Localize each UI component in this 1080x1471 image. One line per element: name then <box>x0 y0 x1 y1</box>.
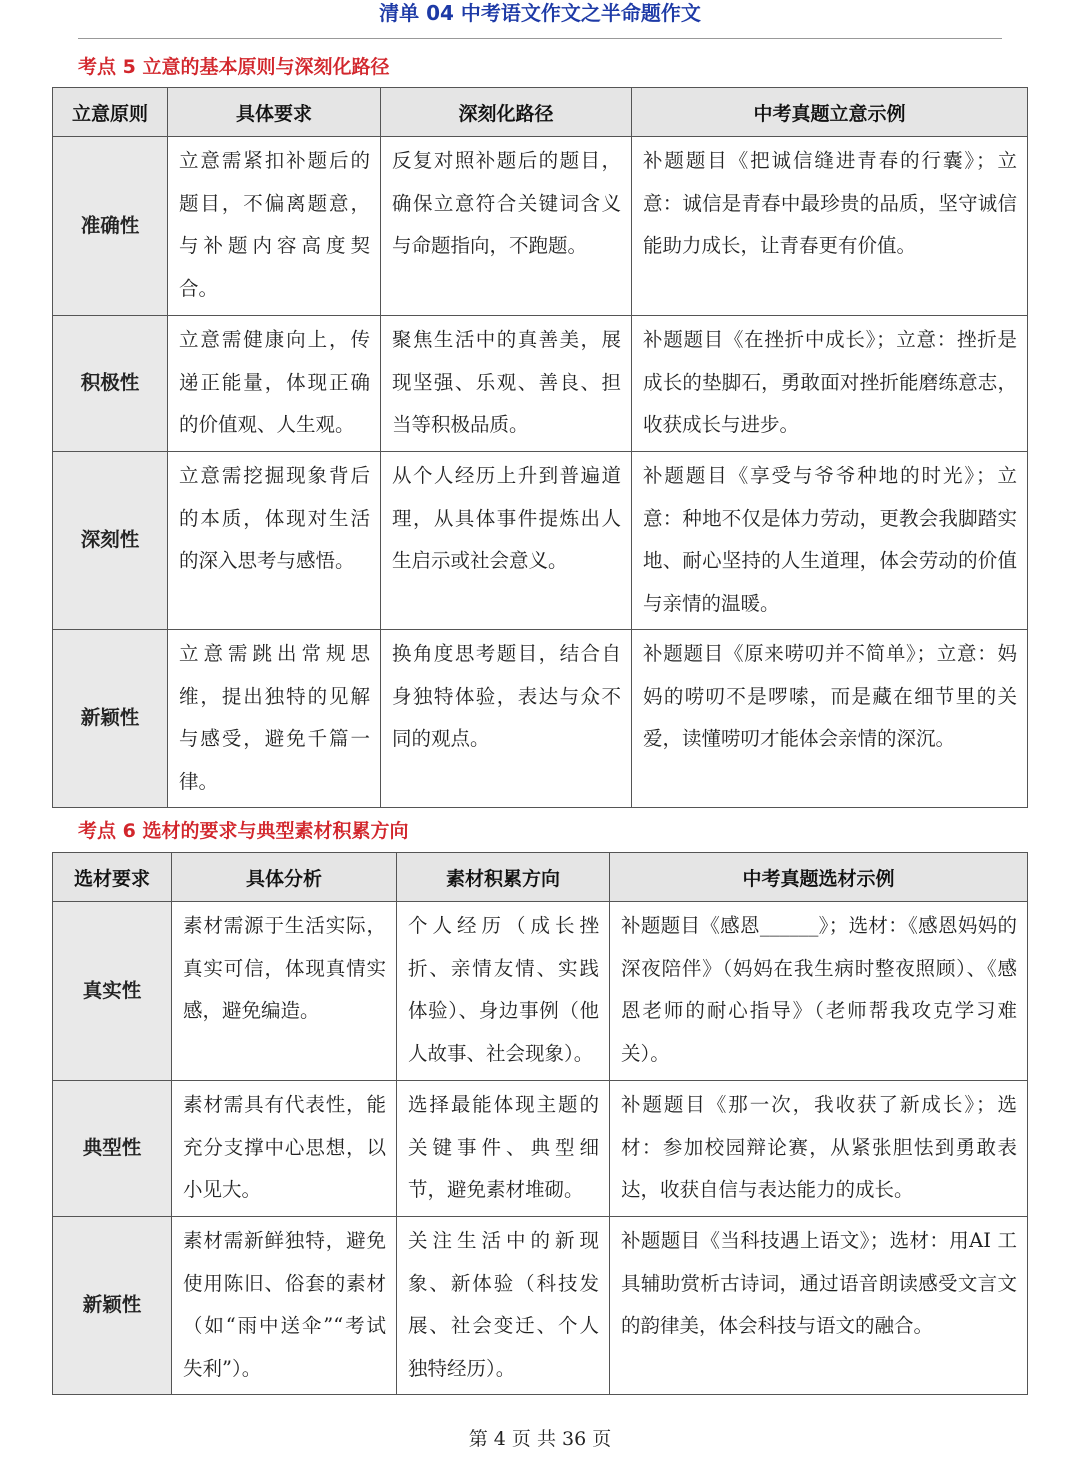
row-header: 准确性 <box>53 137 168 316</box>
example-cell: 补题题目《享受与爷爷种地的时光》；立意：种地不仅是体力劳动，更教会我脚踏实地、耐心坚持的人生道理，体会劳动的价值与亲情的温暖。 <box>632 452 1028 630</box>
direction-cell: 关注生活中的新现象、新体验（科技发展、社会变迁、个人独特经历）。 <box>397 1217 610 1395</box>
row-header: 真实性 <box>53 902 172 1081</box>
example-cell: 补题题目《那一次，我收获了新成长》；选材：参加校园辩论赛，从紧张胆怯到勇敢表达，收获自信与表达能力的成长。 <box>610 1081 1028 1217</box>
row-header: 典型性 <box>53 1081 172 1217</box>
example-cell: 补题题目《感恩______》；选材：《感恩妈妈的深夜陪伴》（妈妈在我生病时整夜照顾）、《感恩老师的耐心指导》（老师帮我攻克学习难关）。 <box>610 902 1028 1081</box>
material-table <box>52 852 1028 1395</box>
requirement-cell: 立意需健康向上，传递正能量，体现正确的价值观、人生观。 <box>168 316 381 452</box>
example-cell: 补题题目《原来唠叨并不简单》；立意：妈妈的唠叨不是啰嗦，而是藏在细节里的关爱，读懂唠叨才能体会亲情的深沉。 <box>632 630 1028 808</box>
direction-cell: 个人经历（成长挫折、亲情友情、实践体验）、身边事例（他人故事、社会现象）。 <box>397 902 610 1081</box>
document-header-title: 清单 04 中考语文作文之半命题作文 <box>379 1 701 25</box>
header-divider <box>78 38 1002 39</box>
table-header-row <box>53 88 1028 137</box>
table-row <box>53 1217 1028 1395</box>
column-header: 选材要求 <box>53 853 172 902</box>
column-header: 具体要求 <box>168 88 381 137</box>
principle-table <box>52 87 1028 808</box>
analysis-cell: 素材需具有代表性，能充分支撑中心思想，以小见大。 <box>172 1081 397 1217</box>
column-header: 具体分析 <box>172 853 397 902</box>
requirement-cell: 立意需挖掘现象背后的本质，体现对生活的深入思考与感悟。 <box>168 452 381 630</box>
section-6-title: 考点 6 选材的要求与典型素材积累方向 <box>78 820 409 842</box>
row-header: 新颖性 <box>53 630 168 808</box>
section-5-title: 考点 5 立意的基本原则与深刻化路径 <box>78 56 390 78</box>
path-cell: 从个人经历上升到普遍道理，从具体事件提炼出人生启示或社会意义。 <box>381 452 632 630</box>
analysis-cell: 素材需新鲜独特，避免使用陈旧、俗套的素材（如“雨中送伞”“考试失利”）。 <box>172 1217 397 1395</box>
table-row <box>53 316 1028 452</box>
table-row <box>53 902 1028 1081</box>
column-header: 素材积累方向 <box>397 853 610 902</box>
analysis-cell: 素材需源于生活实际，真实可信，体现真情实感，避免编造。 <box>172 902 397 1081</box>
row-header: 新颖性 <box>53 1217 172 1395</box>
example-cell: 补题题目《当科技遇上语文》；选材：用AI 工具辅助赏析古诗词，通过语音朗读感受文言文的韵律美，体会科技与语文的融合。 <box>610 1217 1028 1395</box>
path-cell: 反复对照补题后的题目，确保立意符合关键词含义与命题指向，不跑题。 <box>381 137 632 316</box>
table-row <box>53 137 1028 316</box>
table-header-row <box>53 853 1028 902</box>
path-cell: 换角度思考题目，结合自身独特体验，表达与众不同的观点。 <box>381 630 632 808</box>
example-cell: 补题题目《在挫折中成长》；立意：挫折是成长的垫脚石，勇敢面对挫折能磨练意志，收获成长与进步。 <box>632 316 1028 452</box>
column-header: 中考真题立意示例 <box>632 88 1028 137</box>
column-header: 中考真题选材示例 <box>610 853 1028 902</box>
path-cell: 聚焦生活中的真善美，展现坚强、乐观、善良、担当等积极品质。 <box>381 316 632 452</box>
column-header: 立意原则 <box>53 88 168 137</box>
table-row <box>53 1081 1028 1217</box>
requirement-cell: 立意需跳出常规思维，提出独特的见解与感受，避免千篇一律。 <box>168 630 381 808</box>
example-cell: 补题题目《把诚信缝进青春的行囊》；立意：诚信是青春中最珍贵的品质，坚守诚信能助力成长，让青春更有价值。 <box>632 137 1028 316</box>
row-header: 深刻性 <box>53 452 168 630</box>
table-row <box>53 452 1028 630</box>
column-header: 深刻化路径 <box>381 88 632 137</box>
row-header: 积极性 <box>53 316 168 452</box>
table-row <box>53 630 1028 808</box>
page-number: 第 4 页 共 36 页 <box>468 1428 612 1450</box>
direction-cell: 选择最能体现主题的关键事件、典型细节，避免素材堆砌。 <box>397 1081 610 1217</box>
requirement-cell: 立意需紧扣补题后的题目，不偏离题意，与补题内容高度契合。 <box>168 137 381 316</box>
